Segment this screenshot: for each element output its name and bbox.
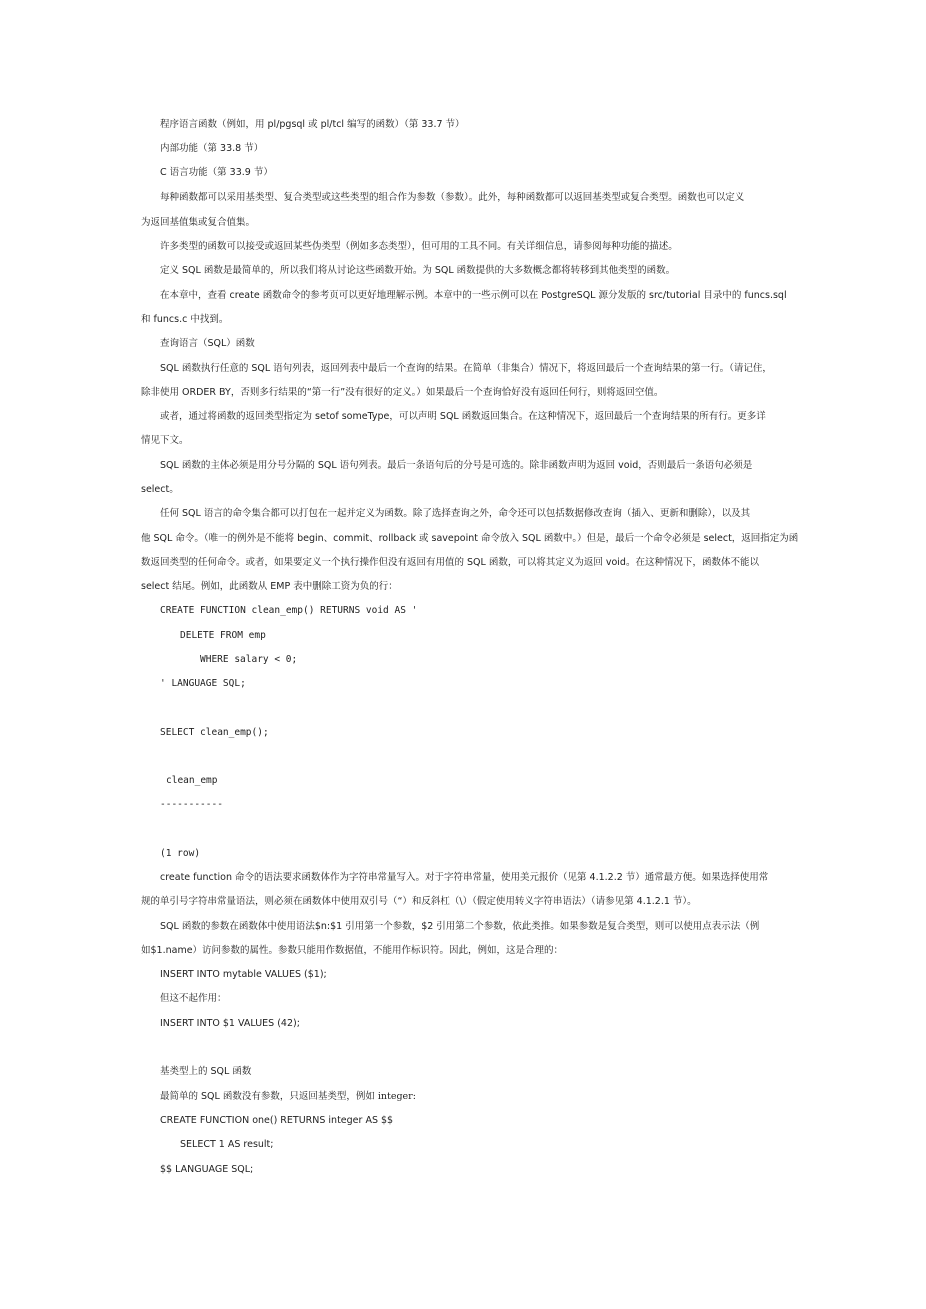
text-line: 为返回基值集或复合值集。 (141, 217, 256, 228)
code-line: $$ LANGUAGE SQL; (160, 1164, 254, 1175)
code-line: (1 row) (160, 848, 201, 859)
text-line: 情见下文。 (141, 435, 189, 446)
text-line: SQL 函数的主体必须是用分号分隔的 SQL 语句列表。最后一条语句后的分号是可选的。除非函数声明为返回 void，否则最后一条语句必须是 (160, 460, 753, 471)
text-line: 除非使用 ORDER BY，否则多行结果的“第一行”没有很好的定义。）如果最后一个查询恰好没有返回任何行，则将返回空值。 (141, 387, 664, 398)
text-line: SQL 函数执行任意的 SQL 语句列表，返回列表中最后一个查询的结果。在简单（非集合）情况下，将返回最后一个查询结果的第一行。（请记住， (160, 363, 772, 374)
text-line: 定义 SQL 函数是最简单的，所以我们将从讨论这些函数开始。为 SQL 函数提供的大多数概念都将转移到其他类型的函数。 (160, 265, 676, 276)
code-line: DELETE FROM emp (180, 630, 266, 641)
text-line: 数返回类型的任何命令。或者，如果要定义一个执行操作但没有返回有用值的 SQL 函数，可以将其定义为返回 void。在这种情况下，函数体不能以 (141, 557, 759, 568)
code-line: ' LANGUAGE SQL; (160, 678, 246, 689)
text-line: 在本章中，查看 create 函数命令的参考页可以更好地理解示例。本章中的一些示例可以在 PostgreSQL 源分发版的 src/tutorial 目录中的 funcs.sql (160, 290, 787, 301)
text-line: 如$1.name）访问参数的属性。参数只能用作数据值，不能用作标识符。因此，例如，这是合理的： (141, 945, 564, 956)
code-line: SELECT clean_emp(); (160, 727, 269, 738)
text-line: SQL 函数的参数在函数体中使用语法$n:$1 引用第一个参数，$2 引用第二个参数，依此类推。如果参数是复合类型，则可以使用点表示法（例 (160, 921, 760, 932)
text-line: create function 命令的语法要求函数体作为字符串常量写入。对于字符串常量，使用美元报价（见第 4.1.2.2 节）通常最方便。如果选择使用常 (160, 872, 769, 883)
code-line: WHERE salary < 0; (200, 654, 298, 665)
code-line: CREATE FUNCTION clean_emp() RETURNS void AS ' (160, 605, 418, 616)
code-line: INSERT INTO mytable VALUES ($1); (160, 969, 327, 980)
text-line: select 结尾。例如，此函数从 EMP 表中删除工资为负的行： (141, 581, 398, 592)
text-line: C 语言功能（第 33.9 节） (160, 167, 273, 178)
text-line: 或者，通过将函数的返回类型指定为 setof someType，可以声明 SQL 函数返回集合。在这种情况下，返回最后一个查询结果的所有行。更多详 (160, 411, 766, 422)
text-line: 他 SQL 命令。（唯一的例外是不能将 begin、commit、rollback 或 savepoint 命令放入 SQL 函数中。）但是，最后一个命令必须是 select，返回指定为函 (141, 533, 799, 544)
text-line: 内部功能（第 33.8 节） (160, 143, 264, 154)
text-line: 但这不起作用： (160, 993, 227, 1004)
code-line: ----------- (160, 799, 223, 810)
text-line: 规的单引号字符串常量语法，则必须在函数体中使用双引号（“）和反斜杠（\）（假定使用转义字符串语法）（请参见第 4.1.2.1 节）。 (141, 896, 697, 907)
section-heading: 查询语言（SQL）函数 (160, 338, 255, 349)
text-line: 和 funcs.c 中找到。 (141, 314, 229, 325)
text-line: 程序语言函数（例如，用 pl/pgsql 或 pl/tcl 编写的函数）（第 33.7 节） (160, 119, 465, 130)
code-line: CREATE FUNCTION one() RETURNS integer AS $$ (160, 1115, 394, 1126)
text-line: 任何 SQL 语言的命令集合都可以打包在一起并定义为函数。除了选择查询之外，命令还可以包括数据修改查询（插入、更新和删除），以及其 (160, 508, 751, 519)
text-line (160, 1091, 416, 1103)
text-line: select。 (141, 484, 179, 495)
text-line: 许多类型的函数可以接受或返回某些伪类型（例如多态类型），但可用的工具不同。有关详细信息，请参阅每种功能的描述。 (160, 241, 678, 252)
inline-code: integer: (377, 1091, 416, 1102)
section-heading: 基类型上的 SQL 函数 (160, 1066, 252, 1077)
text-line: 每种函数都可以采用基类型、复合类型或这些类型的组合作为参数（参数）。此外，每种函数都可以返回基类型或复合类型。函数也可以定义 (160, 192, 745, 203)
code-line: INSERT INTO $1 VALUES (42); (160, 1018, 300, 1029)
code-line: SELECT 1 AS result; (180, 1139, 274, 1150)
code-line: clean_emp (166, 775, 218, 786)
text-segment: 最简单的 SQL 函数没有参数，只返回基类型，例如 (160, 1091, 378, 1102)
